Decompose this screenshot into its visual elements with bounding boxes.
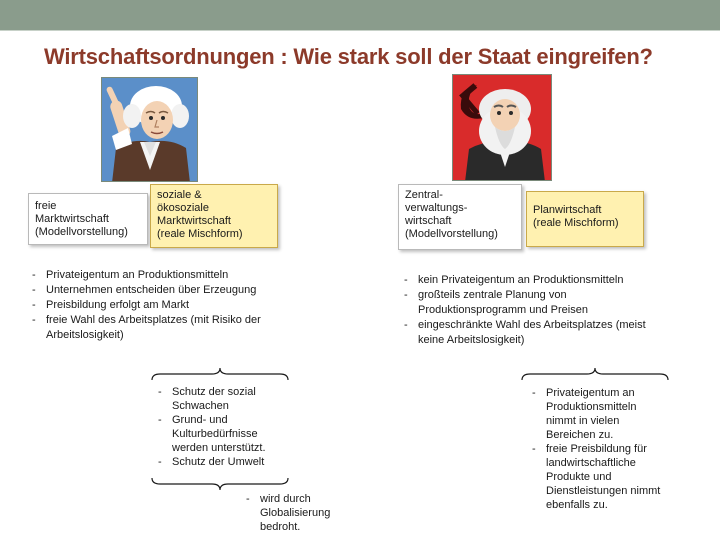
list-item: - Privateigentum an Produktionsmitteln — [30, 268, 290, 283]
planning-features-list — [402, 273, 692, 348]
brace-top-social — [150, 366, 290, 382]
list-item: - Schutz der Umwelt — [156, 455, 284, 469]
globalization-list — [244, 492, 354, 534]
list-item: - kein Privateigentum an Produktionsmitteln — [402, 273, 692, 288]
list-item: - Preisbildung erfolgt am Markt — [30, 298, 290, 313]
list-item: - wird durch Globalisierung bedroht. — [244, 492, 354, 534]
planned-mixed-features-list — [530, 386, 690, 512]
social-market-box — [150, 184, 278, 248]
list-item: - Unternehmen entscheiden über Erzeugung — [30, 283, 290, 298]
marx-illustration — [453, 75, 552, 181]
brace-planned-mixed — [520, 366, 670, 382]
banner-divider — [0, 30, 720, 31]
social-features-list — [156, 385, 284, 469]
brace-bottom-social — [150, 476, 290, 492]
central-planning-label: Zentral- verwaltungs- wirtschaft (Modellvorstellung) — [405, 189, 498, 240]
economist-illustration — [102, 78, 198, 182]
planned-economy-label: Planwirtschaft (reale Mischform) — [533, 204, 619, 229]
list-item: - Privateigentum an Produktionsmitteln nimmt in vielen Bereichen zu. — [530, 386, 660, 442]
list-item: - Grund- und Kulturbedürfnisse werden unterstützt. — [156, 413, 284, 455]
marx-portrait-icon — [452, 74, 552, 181]
free-market-label: freie Marktwirtschaft (Modellvorstellung) — [35, 200, 128, 238]
list-item: - großteils zentrale Planung von Produktionsprogramm und Preisen — [402, 288, 617, 318]
free-market-box — [28, 193, 148, 245]
list-item: - eingeschränkte Wahl des Arbeitsplatzes (meist keine Arbeitslosigkeit) — [402, 318, 662, 348]
list-item: - freie Wahl des Arbeitsplatzes (mit Risiko der Arbeitslosigkeit) — [30, 313, 270, 343]
top-banner — [0, 0, 720, 30]
list-item: - Schutz der sozial Schwachen — [156, 385, 284, 413]
central-planning-box — [398, 184, 522, 250]
market-features-list — [30, 268, 290, 343]
list-item: - freie Preisbildung für landwirtschaftliche Produkte und Dienstleistungen nimmt ebenfalls zu. — [530, 442, 680, 512]
economist-portrait-icon — [101, 77, 198, 182]
social-market-label: soziale & ökosoziale Marktwirtschaft (reale Mischform) — [157, 189, 243, 240]
slide-title: Wirtschaftsordnungen : Wie stark soll der Staat eingreifen? — [44, 44, 653, 69]
planned-economy-box — [526, 191, 644, 247]
